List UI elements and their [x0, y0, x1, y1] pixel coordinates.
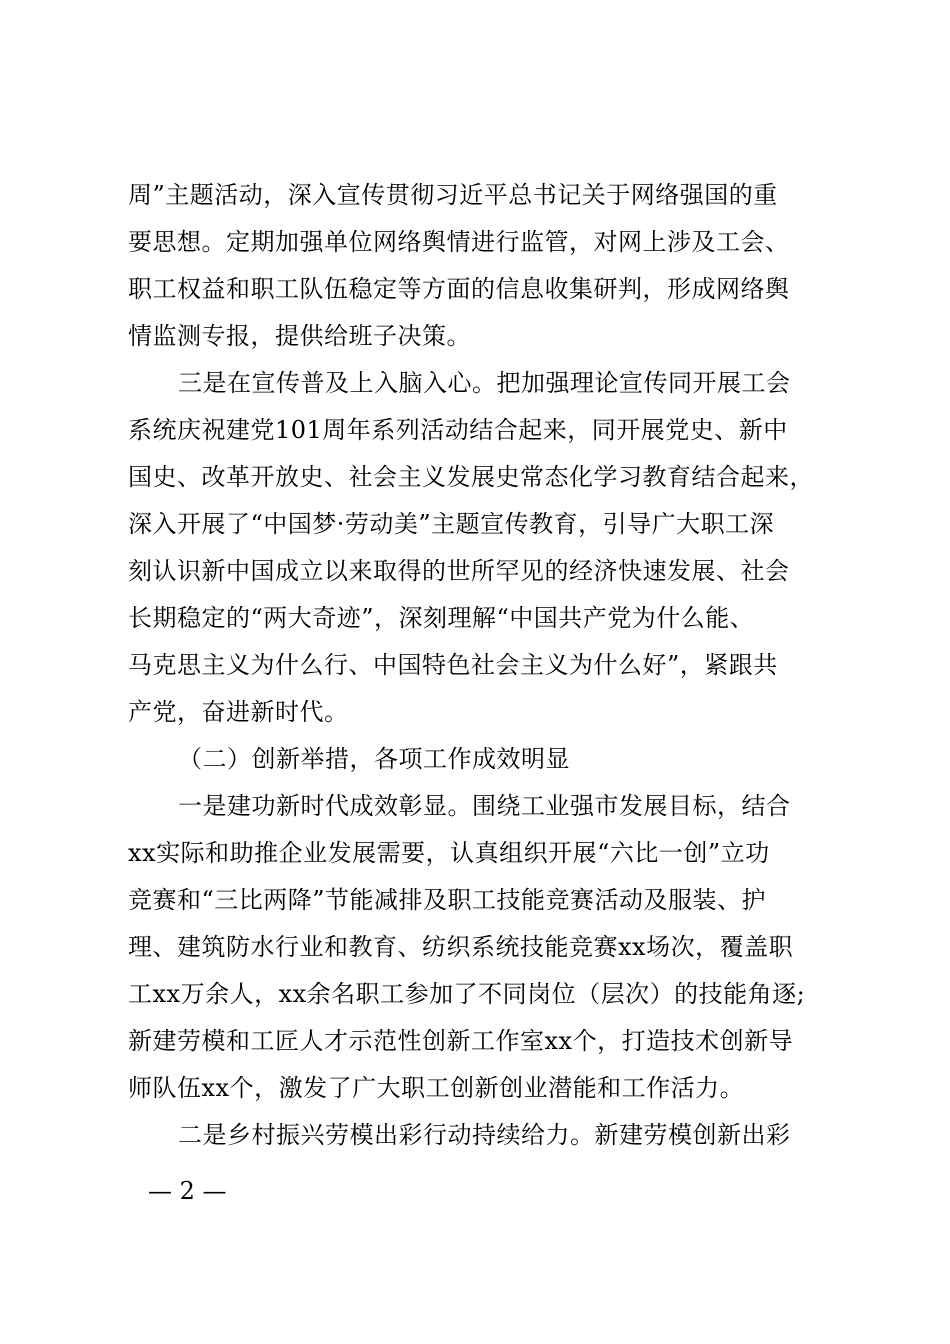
paragraph-first-line: 二是乡村振兴劳模出彩行动持续给力。新建劳模创新出彩	[178, 1121, 791, 1149]
section-heading: （二）创新举措，各项工作成效明显	[178, 745, 570, 773]
text-line: 产党，奋进新时代。	[128, 698, 349, 726]
text-line: 刻认识新中国成立以来取得的世所罕见的经济快速发展、社会	[128, 557, 790, 585]
text-line: 系统庆祝建党101周年系列活动结合起来，同开展党史、新中	[128, 416, 788, 444]
text-line: xx实际和助推企业发展需要，认真组织开展“六比一创”立功	[128, 839, 770, 867]
text-line: 深入开展了“中国梦·劳动美”主题宣传教育，引导广大职工深	[128, 510, 775, 538]
text-line: 工xx万余人，xx余名职工参加了不同岗位（层次）的技能角逐;	[128, 980, 806, 1008]
page-number: — 2 —	[148, 1177, 227, 1205]
text-line: 情监测专报，提供给班子决策。	[128, 322, 471, 350]
paragraph-first-line: 一是建功新时代成效彰显。围绕工业强市发展目标，结合	[178, 792, 791, 820]
text-line: 国史、改革开放史、社会主义发展史常态化学习教育结合起来，	[128, 463, 814, 491]
text-line: 竞赛和“三比两降”节能减排及职工技能竞赛活动及服装、护	[128, 886, 767, 914]
text-line: 新建劳模和工匠人才示范性创新工作室xx个，打造技术创新导	[128, 1027, 794, 1055]
text-line: 师队伍xx个，激发了广大职工创新创业潜能和工作活力。	[128, 1074, 745, 1102]
text-line: 长期稳定的“两大奇迹”，深刻理解“中国共产党为什么能、	[128, 604, 755, 632]
text-line: 马克思主义为什么行、中国特色社会主义为什么好”，紧跟共	[128, 651, 778, 679]
text-line: 理、建筑防水行业和教育、纺织系统技能竞赛xx场次，覆盖职	[128, 933, 794, 961]
text-line: 职工权益和职工队伍稳定等方面的信息收集研判，形成网络舆	[128, 275, 790, 303]
paragraph-first-line: 三是在宣传普及上入脑入心。把加强理论宣传同开展工会	[178, 369, 791, 397]
text-line: 要思想。定期加强单位网络舆情进行监管，对网上涉及工会、	[128, 228, 790, 256]
text-line: 周”主题活动，深入宣传贯彻习近平总书记关于网络强国的重	[128, 181, 778, 209]
